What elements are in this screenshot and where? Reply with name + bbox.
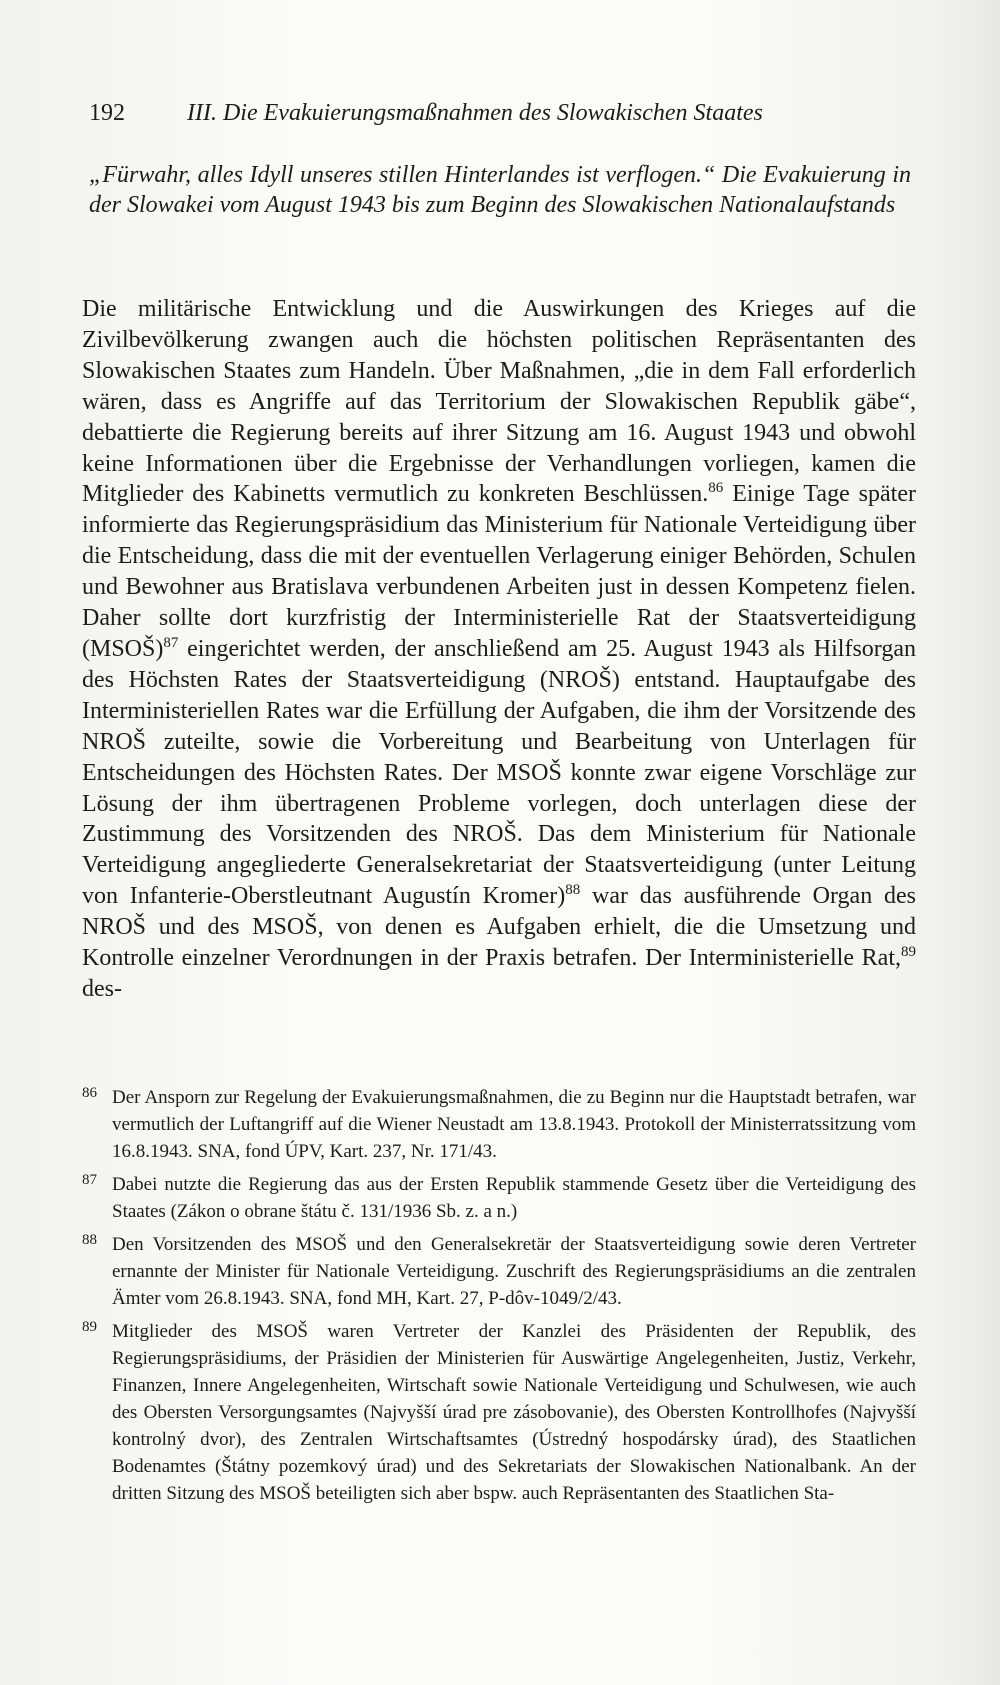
footnote-88 [82,1231,916,1312]
body-text-part: Die militärische Entwicklung und die Auswirkungen des Krieges auf die Zivilbevölkerung zwangen auch die höchsten politischen Repräsentanten des Slowakischen Staates zum Handeln. Über Maßnahmen, „die in dem Fall erforderlich wären, dass es Angriffe auf das Territorium der Slowakischen Republik gäbe“, debattierte die Regierung bereits auf ihrer Sitzung am 16. August 1943 und obwohl keine Informationen über die Ergebnisse der Verhandlungen vorliegen, kamen die Mitglieder des Kabinetts vermutlich zu konkreten Beschlüssen. [82,296,916,508]
footnote-text: Den Vorsitzenden des MSOŠ und den Generalsekretär der Staatsverteidigung sowie deren Vertreter ernannte der Minister für Nationale Verteidigung. Zuschrift des Regierungspräsidiums an die zentralen Ämter vom 26.8.1943. SNA, fond MH, Kart. 27, P-dôv-1049/2/43. [112,1234,916,1309]
section-heading: „Fürwahr, alles Idyll unseres stillen Hinterlandes ist verflogen.“ Die Evakuierung in der Slowakei vom August 1943 bis zum Beginn des Slowakischen Nationalaufstands [89,162,911,218]
footnote-text: Mitglieder des MSOŠ waren Vertreter der Kanzlei des Präsidenten der Republik, des Regierungspräsidiums, der Präsidien der Ministerien für Auswärtige Angelegenheiten, Justiz, Verkehr, Finanzen, Innere Angelegenheiten, Wirtschaft sowie Nationale Verteidigung und Schulwesen, wie auch des Obersten Versorgungsamtes (Najvyšší úrad pre zásobovanie), des Obersten Kontrollhofes (Najvyšší kontrolný dvor), des Zentralen Wirtschaftsamtes (Ústredný hospodársky úrad), des Staatlichen Bodenamtes (Štátny pozemkový úrad) und des Sekretariats der Slowakischen Nationalbank. An der dritten Sitzung des MSOŠ beteiligten sich aber bspw. auch Repräsentanten des Staatlichen Sta- [112,1321,916,1504]
footnote-86 [82,1084,916,1165]
body-text-part: Einige Tage später informierte das Regierungspräsidium das Ministerium für Nationale Verteidigung über die Entscheidung, dass die mit der eventuellen Verlagerung einiger Behörden, Schulen und Bewohner aus Bratislava verbundenen Arbeiten just in dessen Kompetenz fielen. Daher sollte dort kurzfristig der Interministerielle Rat der Staatsverteidigung (MSOŠ) [82,481,916,662]
footnote-reference-86[interactable]: 86 [708,480,724,497]
footnote-89 [82,1318,916,1507]
page-number: 192 [89,100,125,126]
chapter-title: III. Die Evakuierungsmaßnahmen des Slowakischen Staates [187,100,763,126]
footnote-number: 89 [82,1319,97,1335]
body-text-part: eingerichtet werden, der anschließend am 25. August 1943 als Hilfsorgan des Höchsten Rates der Staatsverteidigung (NROŠ) entstand. Hauptaufgabe des Interministeriellen Rates war die Erfüllung der Aufgaben, die ihm der Vorsitzende des NROŠ zuteilte, sowie die Vorbereitung und Bearbeitung von Unterlagen für Entscheidungen des Höchsten Rates. Der MSOŠ konnte zwar eigene Vorschläge zur Lösung der ihm übertragenen Probleme vorlegen, doch unterlagen diese der Zustimmung des Vorsitzenden des NROŠ. Das dem Ministerium für Nationale Verteidigung angegliederte Generalsekretariat der Staatsverteidigung (unter Leitung von Infanterie-Oberstleutnant Augustín Kromer) [82,635,916,910]
footnote-text: Der Ansporn zur Regelung der Evakuierungsmaßnahmen, die zu Beginn nur die Hauptstadt betrafen, war vermutlich der Luftangriff auf die Wiener Neustadt am 13.8.1943. Protokoll der Ministerratssitzung vom 16.8.1943. SNA, fond ÚPV, Kart. 237, Nr. 171/43. [112,1087,916,1162]
running-head [89,98,849,128]
footnote-number: 88 [82,1232,97,1248]
footnote-number: 87 [82,1172,97,1188]
body-text-part: des- [82,975,122,1002]
footnote-reference-87[interactable]: 87 [163,634,179,651]
footnote-text: Dabei nutzte die Regierung das aus der Ersten Republik stammende Gesetz über die Verteidigung des Staates (Zákon o obrane štátu č. 131/1936 Sb. z. a n.) [112,1174,916,1222]
footnote-87 [82,1171,916,1225]
footnote-reference-88[interactable]: 88 [565,882,581,899]
body-text-part: war das ausführende Organ des NROŠ und des MSOŠ, von denen es Aufgaben erhielt, die die Umsetzung und Kontrolle einzelner Verordnungen in der Praxis betrafen. Der Interministerielle Rat, [82,883,916,972]
footnote-number: 86 [82,1085,97,1101]
footnotes [82,1084,916,1513]
body-paragraph [82,294,916,1005]
footnote-reference-89[interactable]: 89 [901,944,916,961]
